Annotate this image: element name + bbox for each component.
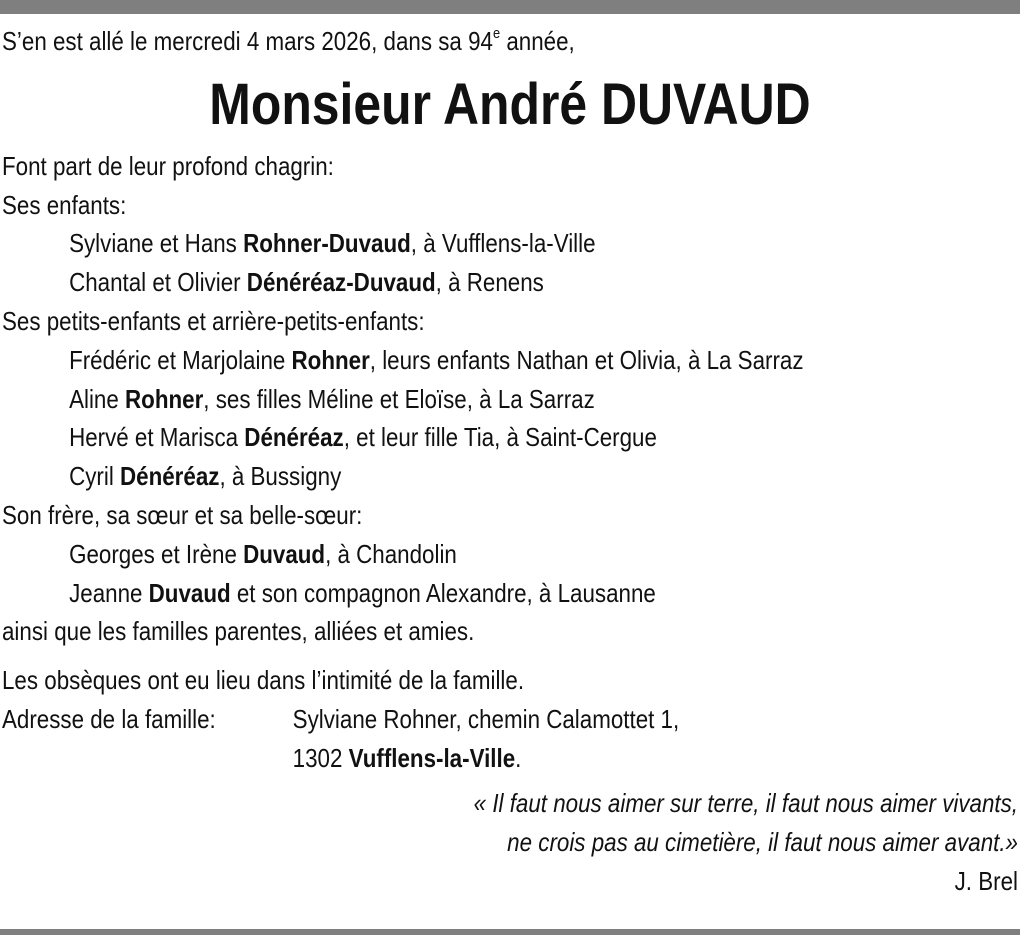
petits-enfants-label: Ses petits-enfants et arrière-petits-enfants:: [2, 305, 425, 336]
family-row: Cyril Dénéréaz, à Bussigny: [69, 461, 342, 492]
intro-text: S’en est allé le mercredi 4 mars 2026, dans sa 94: [2, 26, 493, 56]
enfants-label: Ses enfants:: [2, 189, 127, 220]
fratrie-label: Son frère, sa sœur et sa belle-sœur:: [2, 499, 363, 530]
quote-line-1: « Il faut nous aimer sur terre, il faut nous aimer vivants,: [473, 787, 1019, 818]
family-row: Hervé et Marisca Dénéréaz, et leur fille Tia, à Saint-Cergue: [69, 422, 657, 453]
family-row: Georges et Irène Duvaud, à Chandolin: [69, 538, 457, 569]
family-row: Aline Rohner, ses filles Méline et Eloïse, à La Sarraz: [69, 383, 595, 414]
intro-line: [2, 22, 1017, 61]
family-surname: Rohner: [125, 383, 204, 414]
adresse-label: Adresse de la famille:: [2, 703, 216, 734]
family-row: Frédéric et Marjolaine Rohner, leurs enfants Nathan et Olivia, à La Sarraz: [69, 344, 804, 375]
family-row: Sylviane et Hans Rohner-Duvaud, à Vufflens-la-Ville: [69, 228, 596, 259]
intro-tail: année,: [500, 26, 575, 56]
deceased-name: Monsieur André DUVAUD: [209, 71, 811, 137]
quote-line-2: ne crois pas au cimetière, il faut nous aimer avant.»: [507, 826, 1018, 857]
family-surname: Dénéréaz: [120, 461, 220, 492]
family-row: Jeanne Duvaud et son compagnon Alexandre, à Lausanne: [69, 577, 656, 608]
adresse-city: Vufflens-la-Ville: [348, 742, 516, 773]
chagrin-line: Font part de leur profond chagrin:: [2, 150, 334, 181]
bottom-border-bar: [0, 929, 1020, 935]
family-surname: Duvaud: [148, 577, 231, 608]
family-surname: Duvaud: [243, 538, 326, 569]
familles-line: ainsi que les familles parentes, alliées et amies.: [2, 616, 475, 647]
adresse-street: Sylviane Rohner, chemin Calamottet 1,: [292, 703, 680, 734]
family-surname: Dénéréaz-Duvaud: [246, 267, 436, 298]
obituary-notice: [2, 22, 1018, 900]
obseques-line: Les obsèques ont eu lieu dans l’intimité de la famille.: [2, 665, 525, 696]
quote-author: J. Brel: [954, 865, 1018, 896]
intro-superscript: e: [492, 25, 501, 43]
family-surname: Dénéréaz: [244, 422, 344, 453]
family-row: Chantal et Olivier Dénéréaz-Duvaud, à Renens: [69, 267, 544, 298]
family-surname: Rohner-Duvaud: [243, 228, 411, 259]
adresse-line-2: 1302 Vufflens-la-Ville.: [292, 742, 522, 773]
family-surname: Rohner: [291, 344, 370, 375]
top-border-bar: [0, 0, 1020, 14]
adresse-line-1: [2, 700, 1017, 739]
